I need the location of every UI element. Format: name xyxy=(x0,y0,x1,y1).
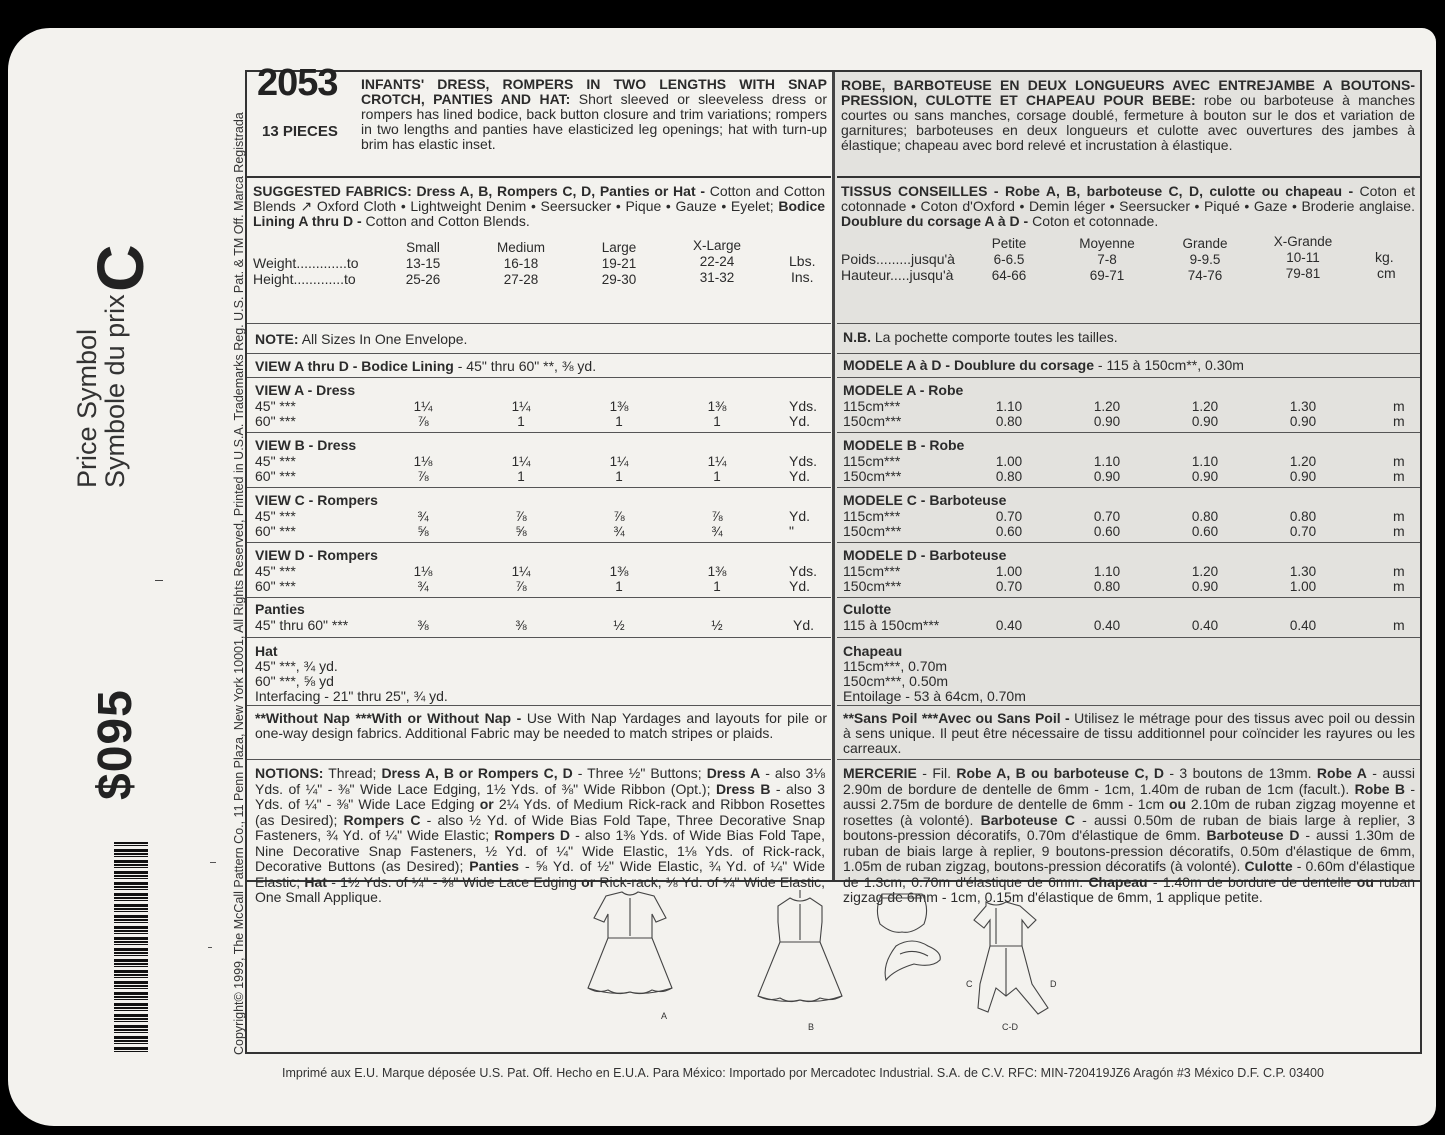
yardage-cell: 0.90 xyxy=(1289,414,1317,429)
yardage-cell: 1.20 xyxy=(1289,454,1317,469)
fabric-width: 115cm*** xyxy=(843,563,901,579)
yardage-unit: m xyxy=(1393,453,1405,469)
notion-heading: Robe B xyxy=(1354,780,1406,797)
pattern-number: 2053 xyxy=(257,62,338,104)
notion-heading: Culotte xyxy=(1244,858,1293,874)
dress-b-drawing xyxy=(758,890,842,1002)
view-title: MODELE D - Barboteuse xyxy=(843,547,1007,563)
tick-mark xyxy=(208,947,212,948)
fabric-width: 45" *** xyxy=(255,563,296,579)
yardage-cell: 0.90 xyxy=(1191,579,1219,594)
yardage-unit: m xyxy=(1393,468,1405,484)
yardage-cell: 0.90 xyxy=(1191,414,1219,429)
notion-text: - 0.60m d'élastique de 1.3cm, 0.70m d'élastique de 6mm. xyxy=(843,858,1415,890)
size-xlarge: X-Large xyxy=(692,238,742,253)
notion-text: - 1.40m de bordure de dentelle xyxy=(1147,873,1357,890)
notion-heading: Dress A xyxy=(706,765,761,781)
fabric-width: 115cm*** xyxy=(843,508,901,524)
notion-heading: or xyxy=(581,873,596,890)
yardage-cell: ⅝ xyxy=(515,524,527,539)
notion-heading: Hat xyxy=(304,873,327,890)
fabric-width: 60" *** xyxy=(255,468,296,484)
yardage-cell: 1 xyxy=(517,414,525,429)
yardage-cell: 0.80 xyxy=(1093,579,1121,594)
yardage-cell: 1⅜ xyxy=(707,399,727,414)
notion-heading: Barboteuse D xyxy=(1206,827,1300,843)
column-divider xyxy=(832,72,835,880)
notion-heading: Rompers D xyxy=(494,827,571,843)
view-title: MODELE B - Robe xyxy=(843,437,965,453)
diagram-label-a: A xyxy=(661,1011,668,1021)
yardage-view xyxy=(247,378,831,433)
panties-en: Panties 45" thru 60" *** ⅜ ⅜ ½ ½ Yd. xyxy=(247,598,831,638)
yardage-cell: 1⅛ xyxy=(413,564,433,579)
yardage-cell: ¾ xyxy=(417,579,429,594)
notion-text: - aussi 2.90m de bordure de dentelle de 6mm - 1cm, 1.40m de ruban de 1cm (facult.). xyxy=(843,765,1416,797)
notion-text: - also 3⅛ Yds. of ¼" - ⅜" Wide Lace Edging, 1½ Yds. of ⅜" Wide Ribbon (Opt.); xyxy=(255,765,825,797)
yardage-cell: 0.80 xyxy=(1191,509,1219,524)
fabric-width: 115cm*** xyxy=(843,453,901,469)
description-en: INFANTS' DRESS, ROMPERS IN TWO LENGTHS WITH SNAP CROTCH, PANTIES AND HAT: Short sleeved or sleeveless dress or rompers has lined bodice, back button closure and trim variations; rompers in two lengths and panties have elasticized leg openings; hat with turn-up brim has elastic inset. xyxy=(361,76,828,152)
yardage-cell: 1¼ xyxy=(707,454,727,469)
weight-value: 13-15 xyxy=(405,256,441,271)
yardage-cell: 1.10 xyxy=(995,399,1023,414)
notion-text: - also 1⅜ Yds. of Wide Bias Fold Tape, Nine Decorative Snap Fasteners, ½ Yd. of ¼" Wide Elastic, 1⅛ Yds. of Rick-rack, Decorative Buttons (as Desired); xyxy=(255,827,825,874)
notion-heading: MERCERIE xyxy=(843,765,917,781)
price-symbol-fr: Symbole du prix xyxy=(100,294,130,488)
yardage-cell: 0.70 xyxy=(995,579,1023,594)
yardage-cell: 0.90 xyxy=(1093,414,1121,429)
yardage-cell: 1.10 xyxy=(1191,454,1219,469)
notion-text: - also 3 Yds. of ¼" - ⅜" Wide Lace Edging xyxy=(255,780,825,812)
nap-fr: **Sans Poil ***Avec ou Sans Poil - Utilisez le métrage pour des tissus avec poil ou dessin à sens unique. Il peut être nécessaire de tissu additionnel pour coïncider les rayures ou les carreaux. xyxy=(837,706,1420,760)
barcode xyxy=(114,842,148,1052)
notion-heading: NOTIONS: xyxy=(255,765,324,781)
fabric-width: 60" *** xyxy=(255,523,296,539)
yardage-cell: 1 xyxy=(615,469,623,484)
chapeau-fr: Chapeau 115cm***, 0.70m 150cm***, 0.50m Entoilage - 53 à 64cm, 0.70m xyxy=(837,638,1420,706)
view-title: VIEW D - Rompers xyxy=(255,547,378,563)
weight-value: 22-24 xyxy=(699,254,735,269)
yardage-unit: Yds. xyxy=(789,398,818,414)
yardage-cell: 1⅜ xyxy=(707,564,727,579)
notion-heading: Robe A xyxy=(1316,765,1367,781)
size-small: Small xyxy=(406,240,440,255)
yardage-cell: 0.60 xyxy=(1191,524,1219,539)
yardage-cell: 1 xyxy=(713,414,721,429)
fabric-width: 115cm*** xyxy=(843,398,901,414)
rompers-cd-drawing xyxy=(974,902,1048,1014)
size-large: Large xyxy=(601,240,637,255)
notion-heading: or xyxy=(479,796,494,812)
price-code: $095 xyxy=(89,689,142,800)
notion-text: - Three ½" Buttons; xyxy=(572,765,707,781)
weight-unit: Lbs. xyxy=(789,253,816,269)
notion-text: - aussi 1.30m de ruban de biais large à replier, 9 boutons-pression décoratifs, 0.50m d'élastique de 6mm, 1.05m de ruban zigzag, boutons-pression décoratifs (à volonté). xyxy=(843,827,1415,874)
yardage-cell: 0.70 xyxy=(1289,524,1317,539)
notion-text: Rick-rack, ⅛ Yd. of ¼" Wide Elastic, One Small Applique. xyxy=(255,873,825,905)
height-unit: Ins. xyxy=(791,269,814,285)
yardage-cell: 1.10 xyxy=(1093,564,1121,579)
notion-text: - 3 boutons de 13mm. xyxy=(1163,765,1317,781)
yardage-cell: 0.80 xyxy=(995,414,1023,429)
yardage-unit: m xyxy=(1393,523,1405,539)
notion-text: - Fil. xyxy=(916,765,957,781)
fabric-width: 45" *** xyxy=(255,398,296,414)
yardage-cell: 1⅜ xyxy=(609,399,629,414)
notion-text: 2¼ Yds. of Medium Rick-rack and Ribbon Rosettes (as Desired); xyxy=(255,796,825,828)
fabrics-sizes-fr: TISSUS CONSEILLES - Robe A, B, barboteuse C, D, culotte ou chapeau - Coton et cotonnade • Coton d'Oxford • Demin léger • Seersucker • Piqué • Gaze • Broderie anglaise. Doublure du corsage A à D - Coton et cotonnade. Petite Moyenne Grande X-Grande Poids.........jusqu'à 6-6.5 7-8 9-9.5 10-11 kg. Hauteur.....jusqu'à 64-66 69-71 74-76 79-81 cm xyxy=(837,178,1420,324)
notion-heading: Chapeau xyxy=(1088,873,1148,890)
diagram-label-d: D xyxy=(1050,979,1057,989)
lining-en: VIEW A thru D - Bodice Lining - 45" thru 60" **, ⅜ yd. xyxy=(247,354,831,378)
yardage-cell: 1.30 xyxy=(1289,399,1317,414)
yardage-cell: 0.60 xyxy=(995,524,1023,539)
yardage-cell: 1.00 xyxy=(1289,579,1317,594)
yardage-cell: 1⅛ xyxy=(413,454,433,469)
view-title: MODELE C - Barboteuse xyxy=(843,492,1007,508)
diagram-label-b: B xyxy=(808,1022,815,1032)
height-value: 27-28 xyxy=(503,272,539,287)
yardage-cell: 0.70 xyxy=(995,509,1023,524)
yardage-unit: Yd. xyxy=(789,578,811,594)
diagram-label-c: C xyxy=(966,979,973,989)
yardage-unit: m xyxy=(1393,508,1405,524)
yardage-cell: 0.90 xyxy=(1093,469,1121,484)
yardage-cell: 1¼ xyxy=(511,399,531,414)
yardage-cell: 1¼ xyxy=(609,454,629,469)
note-en: NOTE: All Sizes In One Envelope. xyxy=(247,324,831,354)
yardage-view xyxy=(247,433,831,488)
yardage-cell: ⅞ xyxy=(711,509,723,524)
yardage-cell: 1.20 xyxy=(1191,564,1219,579)
lining-fr: MODELE A à D - Doublure du corsage - 115 à 150cm**, 0.30m xyxy=(837,354,1420,378)
notion-text: ruban zigzag de 6mm - 1cm, 0.15m d'élastique de 6mm, 1 applique petite. xyxy=(843,873,1415,905)
notion-text: - aussi 2.75m de bordure de dentelle de 6mm - 1cm xyxy=(843,780,1415,812)
french-column xyxy=(837,72,1420,908)
yardage-view xyxy=(247,488,831,543)
fabric-width: 150cm*** xyxy=(843,523,902,539)
notion-heading: Panties xyxy=(469,858,520,874)
yardage-unit: m xyxy=(1393,578,1405,594)
pieces-count: 13 PIECES xyxy=(262,123,338,140)
yardage-view xyxy=(837,433,1420,488)
english-column xyxy=(247,62,831,908)
footer-import-note: Imprimé aux E.U. Marque déposée U.S. Pat. Off. Hecho en E.U.A. Para México: Importado por Mercadotec Industrial. S.A. de C.V. RFC: MIN-720419JZ6 Aragón #3 México D.F. C.P. 03400 xyxy=(282,1066,1324,1080)
yardage-cell: ⅞ xyxy=(417,414,429,429)
yardage-unit: Yd. xyxy=(789,413,811,429)
notion-text: - ⅝ Yd. of ½" Wide Elastic, ¾ Yd. of ¼" Wide Elastic; xyxy=(255,858,825,890)
yardage-unit: m xyxy=(1393,398,1405,414)
yardage-cell: 1.00 xyxy=(995,454,1023,469)
weight-label: Weight.............to xyxy=(253,255,359,271)
notion-text: - 1½ Yds. of ¼" - ⅜" Wide Lace Edging xyxy=(326,873,582,890)
yardage-view xyxy=(837,488,1420,543)
tick-mark xyxy=(210,862,216,863)
header-en xyxy=(247,62,831,178)
yardage-cell: 1¼ xyxy=(413,399,433,414)
tick-mark xyxy=(155,580,163,581)
fabric-width: 60" *** xyxy=(255,413,296,429)
panties-hat-drawing xyxy=(877,894,940,980)
yardage-unit: m xyxy=(1393,413,1405,429)
fabrics-fr: TISSUS CONSEILLES - Robe A, B, barboteuse C, D, culotte ou chapeau - Coton et cotonnade • Coton d'Oxford • Demin léger • Seersucker • Piqué • Gaze • Broderie anglaise. Doublure du corsage A à D - Coton et cotonnade. xyxy=(841,183,1415,229)
yardage-unit: Yd. xyxy=(789,468,811,484)
copyright-line: Copyright© 1999, The McCall Pattern Co., 11 Penn Plaza, New York 10001, All Rights Reserved, Printed in U.S.A. Trademarks Reg. U.S. Pat. & TM Off. Marca Registrada xyxy=(232,112,246,1055)
yardage-cell: ¾ xyxy=(417,509,429,524)
notion-text: - aussi 0.50m de ruban de biais large à replier, 3 boutons-pression décoratifs, 0.70m d'élastique de 6mm. xyxy=(843,811,1415,843)
view-title: VIEW A - Dress xyxy=(255,382,356,398)
yardage-cell: 1¼ xyxy=(511,564,531,579)
yardage-cell: ⅞ xyxy=(515,579,527,594)
yardage-cell: 1.10 xyxy=(1093,454,1121,469)
yardage-unit: " xyxy=(789,523,794,539)
weight-value: 19-21 xyxy=(601,256,637,271)
notion-heading: ou xyxy=(1168,796,1187,812)
yardage-cell: 1⅜ xyxy=(609,564,629,579)
size-medium: Medium xyxy=(496,240,545,255)
yardage-cell: 0.80 xyxy=(1289,509,1317,524)
yardage-cell: ¾ xyxy=(613,524,625,539)
hat-en: Hat 45" ***, ¾ yd. 60" ***, ⅝ yd Interfacing - 21" thru 25", ¾ yd. xyxy=(247,638,831,706)
fabric-width: 150cm*** xyxy=(843,578,902,594)
garment-diagrams xyxy=(560,884,1100,1044)
fabric-width: 45" *** xyxy=(255,508,296,524)
yardage-cell: ⅝ xyxy=(417,524,429,539)
yardage-view xyxy=(247,543,831,598)
notion-heading: Barboteuse C xyxy=(980,811,1075,828)
yardage-cell: ⅞ xyxy=(613,509,625,524)
view-title: VIEW B - Dress xyxy=(255,437,357,453)
notion-text: - also ½ Yd. of Wide Bias Fold Tape, Three Decorative Snap Fasteners, ¾ Yd. of ¼" Wide Elastic; xyxy=(255,811,826,843)
fabric-width: 45" *** xyxy=(255,453,296,469)
height-value: 29-30 xyxy=(601,272,637,287)
yardage-cell: 1 xyxy=(615,414,623,429)
fabric-width: 150cm*** xyxy=(843,468,902,484)
height-value: 25-26 xyxy=(405,272,441,287)
notion-heading: Robe A, B ou barboteuse C, D xyxy=(956,765,1164,781)
height-value: 31-32 xyxy=(699,270,735,285)
yardage-cell: 0.90 xyxy=(1191,469,1219,484)
yardage-unit: Yds. xyxy=(789,563,818,579)
yardage-cell: 0.60 xyxy=(1093,524,1121,539)
yardage-cell: 1 xyxy=(713,469,721,484)
yardage-cell: 1.20 xyxy=(1191,399,1219,414)
fabric-width: 150cm*** xyxy=(843,413,902,429)
yardage-cell: 1.30 xyxy=(1289,564,1317,579)
view-title: MODELE A - Robe xyxy=(843,382,964,398)
yardage-cell: 1.00 xyxy=(995,564,1023,579)
notion-heading: ou xyxy=(1356,873,1374,890)
yardage-unit: Yd. xyxy=(789,508,811,524)
yardage-cell: 0.90 xyxy=(1289,469,1317,484)
fabric-width: 60" *** xyxy=(255,578,296,594)
notion-heading: Dress A, B or Rompers C, D xyxy=(381,765,573,781)
nap-en: **Without Nap ***With or Without Nap - Use With Nap Yardages and layouts for pile or one-way design fabrics. Additional Fabric may be needed to match stripes or plaids. xyxy=(247,706,831,760)
yardage-view xyxy=(837,543,1420,598)
yardage-cell: 1 xyxy=(713,579,721,594)
fabrics-sizes-en xyxy=(247,178,831,324)
yardage-cell: 1 xyxy=(517,469,525,484)
diagram-label-cd: C-D xyxy=(1002,1022,1018,1032)
notion-text: 2.10m de ruban zigzag moyenne et rosettes (à volonté). xyxy=(843,796,1415,828)
yardage-cell: 1.20 xyxy=(1093,399,1121,414)
yardage-unit: Yds. xyxy=(789,453,818,469)
dress-a-drawing xyxy=(588,892,672,994)
culotte-fr: Culotte 115 à 150cm*** 0.40 0.40 0.40 0.40 m xyxy=(837,598,1420,638)
fabrics-en: SUGGESTED FABRICS: Dress A, B, Rompers C, D, Panties or Hat - Cotton and Cotton Blends ↗ Oxford Cloth • Lightweight Denim • Seersucker • Pique • Gauze • Eyelet; Bodice Lining A thru D - Cotton and Cotton Blends. xyxy=(253,183,826,229)
note-fr: N.B. La pochette comporte toutes les tailles. xyxy=(837,324,1420,354)
notion-text: Thread; xyxy=(323,765,382,781)
yardage-cell: ⅞ xyxy=(515,509,527,524)
header-fr: ROBE, BARBOTEUSE EN DEUX LONGUEURS AVEC ENTREJAMBE A BOUTONS-PRESSION, CULOTTE ET CHAPEAU POUR BEBE: robe ou barboteuse à manches courtes ou sans manches, corsage doublé, fermeture à bouton sur le dos et variation de garnitures; barboteuses en deux longueurs et culotte avec ouvertures des jambes à élastique; chapeau avec bord relevé et incrustation à élastique. xyxy=(837,72,1420,178)
category-letter: C xyxy=(83,244,157,292)
yardage-cell: 0.70 xyxy=(1093,509,1121,524)
notion-heading: Dress B xyxy=(715,780,771,797)
yardage-cell: 0.80 xyxy=(995,469,1023,484)
height-label: Height.............to xyxy=(253,271,356,287)
weight-value: 16-18 xyxy=(503,256,539,271)
price-symbol-en: Price Symbol xyxy=(72,328,102,488)
yardage-unit: m xyxy=(1393,563,1405,579)
yardage-cell: ⅞ xyxy=(417,469,429,484)
yardage-cell: 1 xyxy=(615,579,623,594)
yardage-view xyxy=(837,378,1420,433)
notion-heading: Rompers C xyxy=(343,811,421,828)
yardage-cell: 1¼ xyxy=(511,454,531,469)
yardage-cell: ¾ xyxy=(711,524,723,539)
view-title: VIEW C - Rompers xyxy=(255,492,378,508)
